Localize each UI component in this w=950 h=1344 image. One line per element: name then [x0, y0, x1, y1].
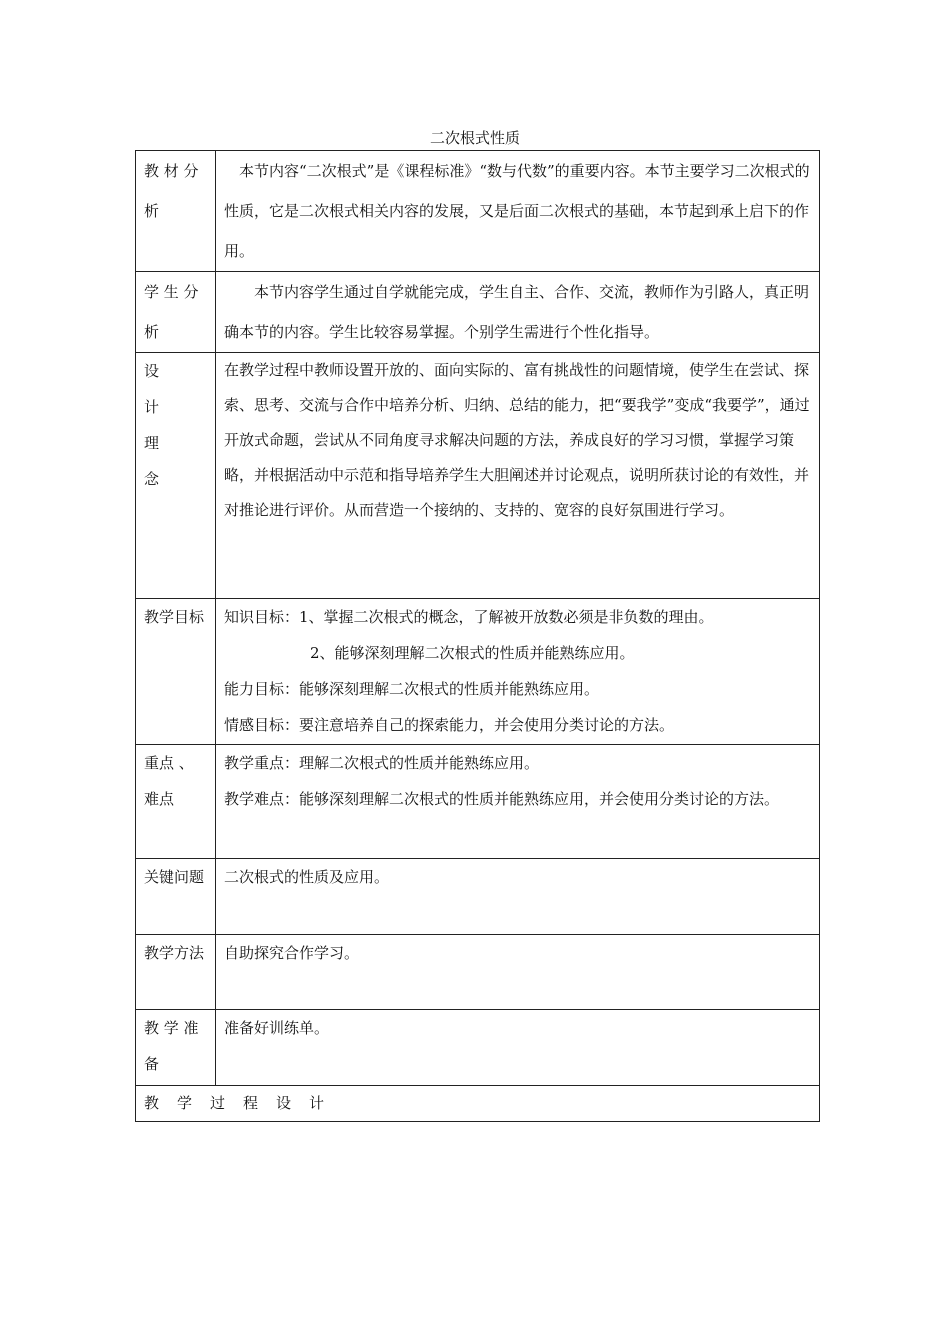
table-row — [136, 1086, 820, 1122]
row-content: 准备好训练单。 — [216, 1010, 820, 1086]
row-content: 本节内容“二次根式”是《课程标准》“数与代数”的重要内容。本节主要学习二次根式的性质，它是二次根式相关内容的发展，又是后面二次根式的基础，本节起到承上启下的作用。 — [216, 151, 820, 272]
row-label: 教 材 分 析 — [136, 151, 216, 272]
table-row — [136, 745, 820, 859]
table-row — [136, 599, 820, 745]
row-label: 设 计 理 念 — [136, 353, 216, 599]
process-design-heading: 教学过程设计 — [136, 1086, 820, 1122]
lesson-plan-table — [135, 150, 820, 1122]
goal-line: 2、能够深刻理解二次根式的性质并能熟练应用。 — [310, 644, 635, 662]
row-label: 关键问题 — [136, 859, 216, 935]
row-content: 本节内容学生通过自学就能完成，学生自主、合作、交流，教师作为引路人，真正明确本节的内容。学生比较容易掌握。个别学生需进行个性化指导。 — [216, 272, 820, 353]
row-content — [216, 599, 820, 745]
row-content: 在教学过程中教师设置开放的、面向实际的、富有挑战性的问题情境，使学生在尝试、探索、思考、交流与合作中培养分析、归纳、总结的能力，把“要我学”变成“我要学”，通过开放式命题，尝试从不同角度寻求解决问题的方法，养成良好的学习习惯，掌握学习策略，并根据活动中示范和指导培养学生大胆阐述并讨论观点，说明所获讨论的有效性，并对推论进行评价。从而营造一个接纳的、支持的、宽容的良好氛围进行学习。 — [216, 353, 820, 599]
table-row — [136, 1010, 820, 1086]
table-row — [136, 272, 820, 353]
row-label: 教 学 准 备 — [136, 1010, 216, 1086]
focus-line: 教学难点：能够深刻理解二次根式的性质并能熟练应用，并会使用分类讨论的方法。 — [224, 790, 780, 808]
table-row — [136, 353, 820, 599]
table-row — [136, 935, 820, 1010]
row-label: 学 生 分 析 — [136, 272, 216, 353]
row-label: 教学方法 — [136, 935, 216, 1010]
row-content — [216, 745, 820, 859]
focus-line: 教学重点：理解二次根式的性质并能熟练应用。 — [224, 754, 540, 772]
row-content: 自助探究合作学习。 — [216, 935, 820, 1010]
row-content: 二次根式的性质及应用。 — [216, 859, 820, 935]
table-row — [136, 859, 820, 935]
row-label: 重点 、难点 — [136, 745, 216, 859]
goal-line: 情感目标：要注意培养自己的探索能力，并会使用分类讨论的方法。 — [224, 716, 675, 734]
goal-line: 知识目标：1、掌握二次根式的概念，了解被开放数必须是非负数的理由。 — [224, 608, 714, 626]
row-label: 教学目标 — [136, 599, 216, 745]
goal-line: 能力目标：能够深刻理解二次根式的性质并能熟练应用。 — [224, 680, 600, 698]
document-title: 二次根式性质 — [429, 129, 520, 147]
table-row — [136, 151, 820, 272]
